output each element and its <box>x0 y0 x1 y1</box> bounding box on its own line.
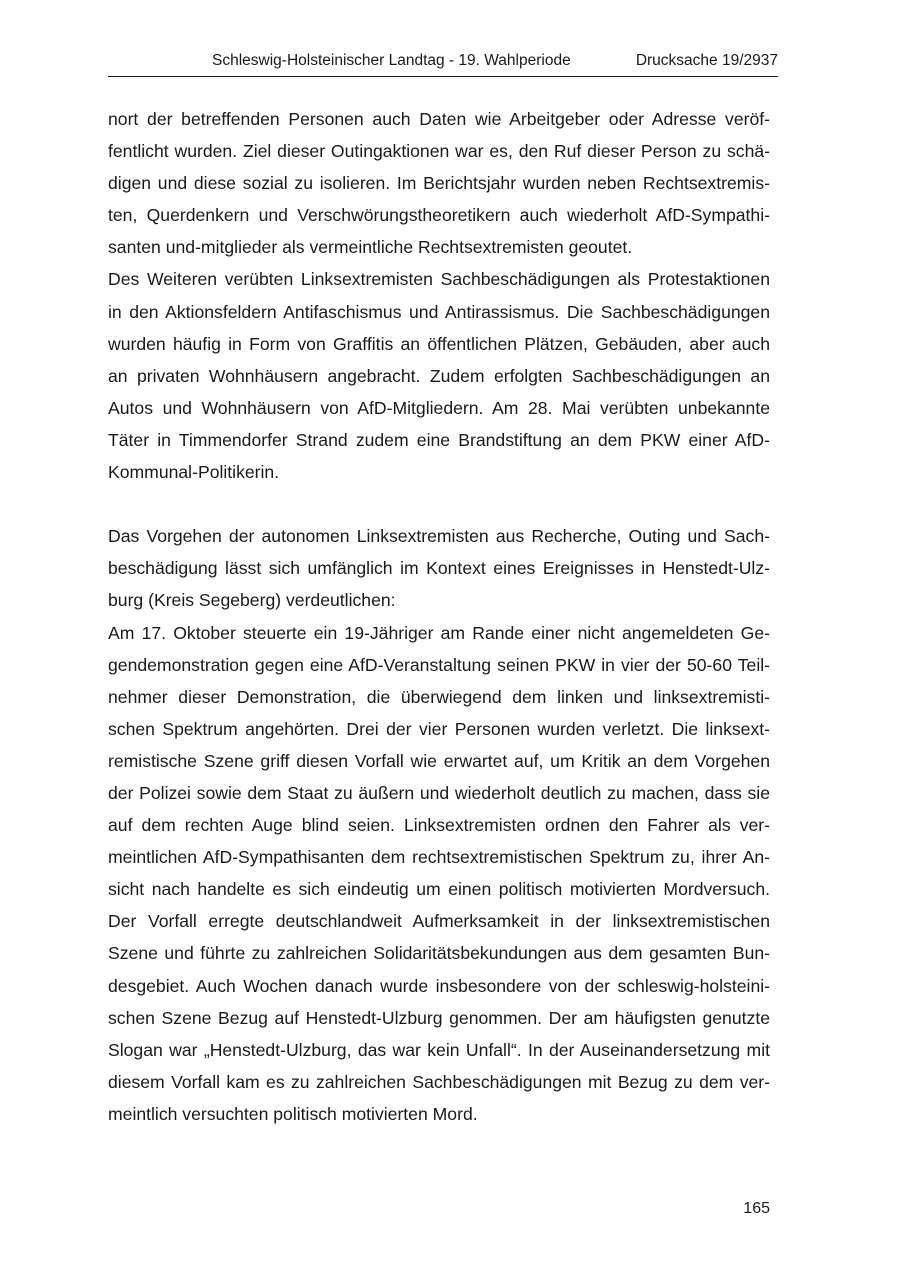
text-line: ten, Querdenkern und Verschwörungstheoretikern auch wiederholt AfD-Sympathi- <box>108 205 770 226</box>
text-line: fentlicht wurden. Ziel dieser Outingaktionen war es, den Ruf dieser Person zu schä- <box>108 141 770 162</box>
text-line: nehmer dieser Demonstration, die überwiegend dem linken und linksextremisti- <box>108 686 770 707</box>
text-line: desgebiet. Auch Wochen danach wurde insbesondere von der schleswig-holsteini- <box>108 975 770 996</box>
text-line: Der Vorfall erregte deutschlandweit Aufmerksamkeit in der linksextremistischen <box>108 911 770 932</box>
text-line: Das Vorgehen der autonomen Linksextremisten aus Recherche, Outing und Sach- <box>108 526 770 547</box>
text-line: remistische Szene griff diesen Vorfall wie erwartet auf, um Kritik an dem Vorgehen <box>108 750 770 771</box>
text-line: meintlich versuchten politisch motivierten Mord. <box>108 1103 478 1124</box>
text-line: Täter in Timmendorfer Strand zudem eine Brandstiftung an dem PKW einer AfD- <box>108 429 770 450</box>
text-line: in den Aktionsfeldern Antifaschismus und Antirassismus. Die Sachbeschädigungen <box>108 301 770 322</box>
text-line: Kommunal-Politikerin. <box>108 462 280 483</box>
text-line: an privaten Wohnhäusern angebracht. Zudem erfolgten Sachbeschädigungen an <box>108 365 770 386</box>
text-line: Slogan war „Henstedt-Ulzburg, das war kein Unfall“. In der Auseinandersetzung mit <box>108 1039 770 1060</box>
text-line: auf dem rechten Auge blind seien. Linksextremisten ordnen den Fahrer als ver- <box>108 815 770 836</box>
text-line: santen und-mitglieder als vermeintliche Rechtsextremisten geoutet. <box>108 237 633 258</box>
text-line: Szene und führte zu zahlreichen Solidaritätsbekundungen aus dem gesamten Bun- <box>108 943 770 964</box>
page-number: 165 <box>743 1200 770 1217</box>
text-line: sicht nach handelte es sich eindeutig um einen politisch motivierten Mordversuch. <box>108 879 770 900</box>
paragraph-gap <box>108 488 770 520</box>
text-line: digen und diese sozial zu isolieren. Im Berichtsjahr wurden neben Rechtsextremis- <box>108 173 770 194</box>
text-line: der Polizei sowie dem Staat zu äußern und wiederholt deutlich zu machen, dass sie <box>108 782 770 803</box>
paragraph <box>108 103 770 263</box>
text-line: wurden häufig in Form von Graffitis an öffentlichen Plätzen, Gebäuden, aber auch <box>108 333 770 354</box>
header-drucksache: Drucksache 19/2937 <box>635 52 778 69</box>
paragraph <box>108 263 770 488</box>
text-line: Autos und Wohnhäusern von AfD-Mitgliedern. Am 28. Mai verübten unbekannte <box>108 397 770 418</box>
body-text <box>108 103 770 1130</box>
text-line: schen Szene Bezug auf Henstedt-Ulzburg genommen. Der am häufigsten genutzte <box>108 1007 770 1028</box>
page-header <box>108 50 778 77</box>
text-line: Am 17. Oktober steuerte ein 19-Jähriger am Rande einer nicht angemeldeten Ge- <box>108 622 770 643</box>
text-line: burg (Kreis Segeberg) verdeutlichen: <box>108 590 396 611</box>
text-line: beschädigung lässt sich umfänglich im Kontext eines Ereignisses in Henstedt-Ulz- <box>108 558 770 579</box>
text-line: gendemonstration gegen eine AfD-Veranstaltung seinen PKW in vier der 50-60 Teil- <box>108 654 770 675</box>
text-line: nort der betreffenden Personen auch Daten wie Arbeitgeber oder Adresse veröf- <box>108 109 770 129</box>
text-line: meintlichen AfD-Sympathisanten dem rechtsextremistischen Spektrum zu, ihrer An- <box>108 847 770 868</box>
header-title: Schleswig-Holsteinischer Landtag - 19. Wahlperiode <box>212 52 571 69</box>
paragraph <box>108 520 770 616</box>
text-line: schen Spektrum angehörten. Drei der vier Personen wurden verletzt. Die linksext- <box>108 718 770 739</box>
text-line: Des Weiteren verübten Linksextremisten Sachbeschädigungen als Protestaktionen <box>108 269 770 290</box>
paragraph <box>108 617 770 1131</box>
text-line: diesem Vorfall kam es zu zahlreichen Sachbeschädigungen mit Bezug zu dem ver- <box>108 1071 770 1092</box>
